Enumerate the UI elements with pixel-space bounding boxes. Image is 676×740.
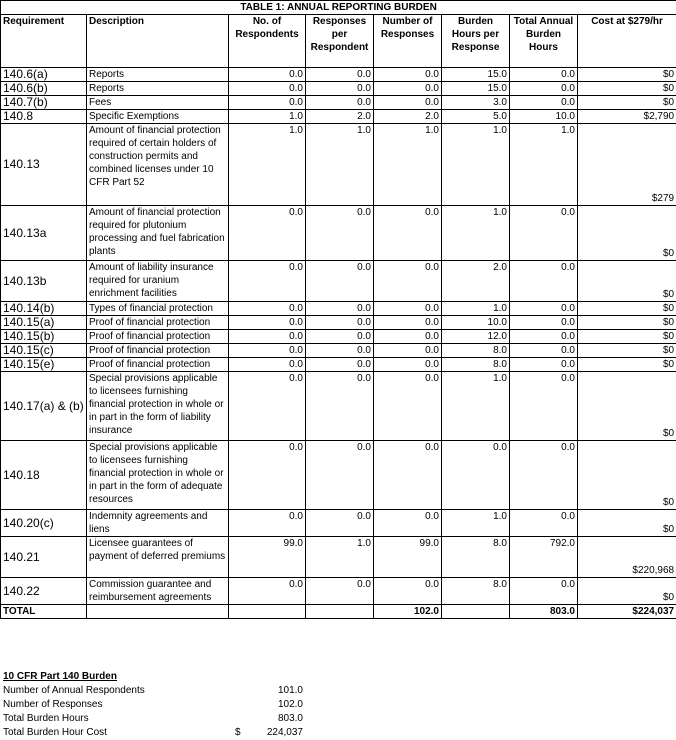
responses-per-respondent-cell: 0.0	[306, 302, 374, 316]
respondents-cell: 1.0	[229, 110, 306, 124]
requirement-cell: 140.13b	[1, 261, 87, 302]
requirement-cell: 140.13	[1, 124, 87, 206]
respondents-cell: 0.0	[229, 82, 306, 96]
total-burden-hours-cell: 0.0	[510, 302, 578, 316]
responses-per-respondent-cell: 0.0	[306, 330, 374, 344]
part-140-burden-summary	[3, 670, 313, 740]
number-of-responses-cell: 0.0	[374, 82, 442, 96]
description-cell: Licensee guarantees of payment of deferred premiums	[87, 537, 229, 578]
requirement-cell: 140.8	[1, 110, 87, 124]
responses-per-respondent-cell: 0.0	[306, 510, 374, 537]
description-cell: Specific Exemptions	[87, 110, 229, 124]
responses-per-respondent-cell: 0.0	[306, 68, 374, 82]
table-row	[1, 68, 676, 82]
total-burden-hours-cell: 0.0	[510, 358, 578, 372]
header-requirement: Requirement	[1, 15, 87, 68]
total-label: TOTAL	[1, 605, 87, 619]
respondents-cell: 0.0	[229, 261, 306, 302]
respondents-cell: 0.0	[229, 316, 306, 330]
table-row	[1, 302, 676, 316]
responses-per-respondent-cell: 2.0	[306, 110, 374, 124]
burden-hours-per-response-cell: 1.0	[442, 510, 510, 537]
table-row	[1, 316, 676, 330]
table-row	[1, 206, 676, 261]
burden-hours-per-response-cell: 2.0	[442, 261, 510, 302]
number-of-responses-cell: 99.0	[374, 537, 442, 578]
number-of-responses-cell: 0.0	[374, 316, 442, 330]
description-cell: Amount of liability insurance required for uranium enrichment facilities	[87, 261, 229, 302]
responses-per-respondent-cell: 0.0	[306, 96, 374, 110]
description-cell: Reports	[87, 68, 229, 82]
total-burden-hours-cell: 0.0	[510, 510, 578, 537]
burden-hours-per-response-cell: 8.0	[442, 537, 510, 578]
header-number-of-responses: Number of Responses	[374, 15, 442, 68]
summary-value: 803.0	[277, 713, 303, 724]
summary-currency: $	[235, 727, 241, 738]
description-cell: Fees	[87, 96, 229, 110]
requirement-cell: 140.13a	[1, 206, 87, 261]
cost-cell: $2,790	[578, 110, 676, 124]
summary-value: 101.0	[277, 685, 303, 696]
burden-hours-per-response-cell: 15.0	[442, 68, 510, 82]
total-responses: 102.0	[374, 605, 442, 619]
burden-hours-per-response-cell: 15.0	[442, 82, 510, 96]
header-description: Description	[87, 15, 229, 68]
header-row	[1, 15, 676, 68]
cost-cell: $0	[578, 82, 676, 96]
header-responses-per-respondent: Responses per Respondent	[306, 15, 374, 68]
summary-label: Number of Responses	[3, 699, 103, 710]
number-of-responses-cell: 1.0	[374, 124, 442, 206]
respondents-cell: 0.0	[229, 510, 306, 537]
table-row	[1, 330, 676, 344]
description-cell: Commission guarantee and reimbursement agreements	[87, 578, 229, 605]
requirement-cell: 140.7(b)	[1, 96, 87, 110]
total-burden-hours-cell: 10.0	[510, 110, 578, 124]
respondents-cell: 0.0	[229, 68, 306, 82]
cost-cell: $0	[578, 358, 676, 372]
number-of-responses-cell: 2.0	[374, 110, 442, 124]
table-title: TABLE 1: ANNUAL REPORTING BURDEN	[1, 1, 676, 15]
description-cell: Proof of financial protection	[87, 344, 229, 358]
total-burden-hours-cell: 0.0	[510, 441, 578, 510]
header-cost: Cost at $279/hr	[578, 15, 676, 68]
burden-hours-per-response-cell: 8.0	[442, 578, 510, 605]
table-row	[1, 372, 676, 441]
table-row	[1, 344, 676, 358]
cost-cell: $0	[578, 261, 676, 302]
respondents-cell: 0.0	[229, 344, 306, 358]
description-cell: Proof of financial protection	[87, 330, 229, 344]
respondents-cell: 0.0	[229, 330, 306, 344]
burden-hours-per-response-cell: 8.0	[442, 358, 510, 372]
total-burden-hours-cell: 0.0	[510, 96, 578, 110]
requirement-cell: 140.6(b)	[1, 82, 87, 96]
burden-hours-per-response-cell: 0.0	[442, 441, 510, 510]
total-burden-hours-cell: 1.0	[510, 124, 578, 206]
respondents-cell: 1.0	[229, 124, 306, 206]
responses-per-respondent-cell: 0.0	[306, 261, 374, 302]
burden-hours-per-response-cell: 10.0	[442, 316, 510, 330]
summary-row	[3, 684, 313, 698]
number-of-responses-cell: 0.0	[374, 372, 442, 441]
requirement-cell: 140.14(b)	[1, 302, 87, 316]
total-burden-hours-cell: 0.0	[510, 578, 578, 605]
total-burden-hours: 803.0	[510, 605, 578, 619]
responses-per-respondent-cell: 0.0	[306, 358, 374, 372]
cost-cell: $0	[578, 344, 676, 358]
total-burden-hours-cell: 0.0	[510, 82, 578, 96]
total-burden-hours-cell: 0.0	[510, 68, 578, 82]
description-cell: Proof of financial protection	[87, 358, 229, 372]
responses-per-respondent-cell: 0.0	[306, 441, 374, 510]
description-cell: Special provisions applicable to licensees furnishing financial protection in whole or in part in the form of liability insurance	[87, 372, 229, 441]
table-row	[1, 441, 676, 510]
cost-cell: $0	[578, 441, 676, 510]
burden-hours-per-response-cell: 5.0	[442, 110, 510, 124]
responses-per-respondent-cell: 1.0	[306, 537, 374, 578]
number-of-responses-cell: 0.0	[374, 441, 442, 510]
table-row	[1, 510, 676, 537]
summary-title: 10 CFR Part 140 Burden	[3, 671, 117, 682]
number-of-responses-cell: 0.0	[374, 96, 442, 110]
cost-cell: $279	[578, 124, 676, 206]
responses-per-respondent-cell: 0.0	[306, 316, 374, 330]
responses-per-respondent-cell: 0.0	[306, 344, 374, 358]
table-row	[1, 261, 676, 302]
summary-row	[3, 698, 313, 712]
total-burden-hours-cell: 0.0	[510, 330, 578, 344]
burden-hours-per-response-cell: 1.0	[442, 206, 510, 261]
respondents-cell: 0.0	[229, 96, 306, 110]
cost-cell: $0	[578, 372, 676, 441]
requirement-cell: 140.15(a)	[1, 316, 87, 330]
description-cell: Special provisions applicable to licensees furnishing financial protection in whole or in part in the form of adequate resources	[87, 441, 229, 510]
number-of-responses-cell: 0.0	[374, 68, 442, 82]
total-burden-hours-cell: 0.0	[510, 261, 578, 302]
number-of-responses-cell: 0.0	[374, 206, 442, 261]
table-row	[1, 96, 676, 110]
requirement-cell: 140.15(e)	[1, 358, 87, 372]
cost-cell: $220,968	[578, 537, 676, 578]
table-row	[1, 358, 676, 372]
requirement-cell: 140.22	[1, 578, 87, 605]
requirement-cell: 140.18	[1, 441, 87, 510]
summary-value: 102.0	[277, 699, 303, 710]
header-burden-hours-per-response: Burden Hours per Response	[442, 15, 510, 68]
total-burden-hours-cell: 0.0	[510, 344, 578, 358]
summary-value: 224,037	[266, 727, 303, 738]
burden-hours-per-response-cell: 1.0	[442, 372, 510, 441]
requirement-cell: 140.6(a)	[1, 68, 87, 82]
number-of-responses-cell: 0.0	[374, 302, 442, 316]
burden-hours-per-response-cell: 12.0	[442, 330, 510, 344]
description-cell: Reports	[87, 82, 229, 96]
header-respondents: No. of Respondents	[229, 15, 306, 68]
responses-per-respondent-cell: 1.0	[306, 124, 374, 206]
cost-cell: $0	[578, 68, 676, 82]
requirement-cell: 140.17(a) & (b)	[1, 372, 87, 441]
responses-per-respondent-cell: 0.0	[306, 372, 374, 441]
cost-cell: $0	[578, 96, 676, 110]
respondents-cell: 0.0	[229, 578, 306, 605]
responses-per-respondent-cell: 0.0	[306, 82, 374, 96]
summary-label: Total Burden Hour Cost	[3, 727, 107, 738]
number-of-responses-cell: 0.0	[374, 358, 442, 372]
table-row	[1, 537, 676, 578]
requirement-cell: 140.15(b)	[1, 330, 87, 344]
cost-cell: $0	[578, 578, 676, 605]
total-burden-hours-cell: 0.0	[510, 316, 578, 330]
cost-cell: $0	[578, 316, 676, 330]
burden-hours-per-response-cell: 8.0	[442, 344, 510, 358]
table-row	[1, 124, 676, 206]
number-of-responses-cell: 0.0	[374, 261, 442, 302]
total-burden-hours-cell: 0.0	[510, 206, 578, 261]
description-cell: Amount of financial protection required of certain holders of construction permits and combined licenses under 10 CFR Part 52	[87, 124, 229, 206]
burden-hours-per-response-cell: 1.0	[442, 124, 510, 206]
description-cell: Types of financial protection	[87, 302, 229, 316]
requirement-cell: 140.15(c)	[1, 344, 87, 358]
respondents-cell: 0.0	[229, 441, 306, 510]
respondents-cell: 0.0	[229, 206, 306, 261]
respondents-cell: 0.0	[229, 358, 306, 372]
summary-row	[3, 726, 313, 740]
table-row	[1, 578, 676, 605]
respondents-cell: 0.0	[229, 372, 306, 441]
table-row	[1, 82, 676, 96]
description-cell: Indemnity agreements and liens	[87, 510, 229, 537]
respondents-cell: 99.0	[229, 537, 306, 578]
cost-cell: $0	[578, 206, 676, 261]
responses-per-respondent-cell: 0.0	[306, 206, 374, 261]
number-of-responses-cell: 0.0	[374, 344, 442, 358]
description-cell: Proof of financial protection	[87, 316, 229, 330]
burden-hours-per-response-cell: 1.0	[442, 302, 510, 316]
table-row	[1, 110, 676, 124]
total-row	[1, 605, 676, 619]
total-cost: $224,037	[578, 605, 676, 619]
cost-cell: $0	[578, 302, 676, 316]
cost-cell: $0	[578, 510, 676, 537]
number-of-responses-cell: 0.0	[374, 578, 442, 605]
summary-row	[3, 712, 313, 726]
number-of-responses-cell: 0.0	[374, 510, 442, 537]
header-total-annual-burden-hours: Total Annual Burden Hours	[510, 15, 578, 68]
summary-label: Total Burden Hours	[3, 713, 89, 724]
burden-hours-per-response-cell: 3.0	[442, 96, 510, 110]
respondents-cell: 0.0	[229, 302, 306, 316]
requirement-cell: 140.20(c)	[1, 510, 87, 537]
responses-per-respondent-cell: 0.0	[306, 578, 374, 605]
number-of-responses-cell: 0.0	[374, 330, 442, 344]
description-cell: Amount of financial protection required for plutonium processing and fuel fabrication plants	[87, 206, 229, 261]
summary-label: Number of Annual Respondents	[3, 685, 145, 696]
total-burden-hours-cell: 0.0	[510, 372, 578, 441]
total-burden-hours-cell: 792.0	[510, 537, 578, 578]
requirement-cell: 140.21	[1, 537, 87, 578]
cost-cell: $0	[578, 330, 676, 344]
